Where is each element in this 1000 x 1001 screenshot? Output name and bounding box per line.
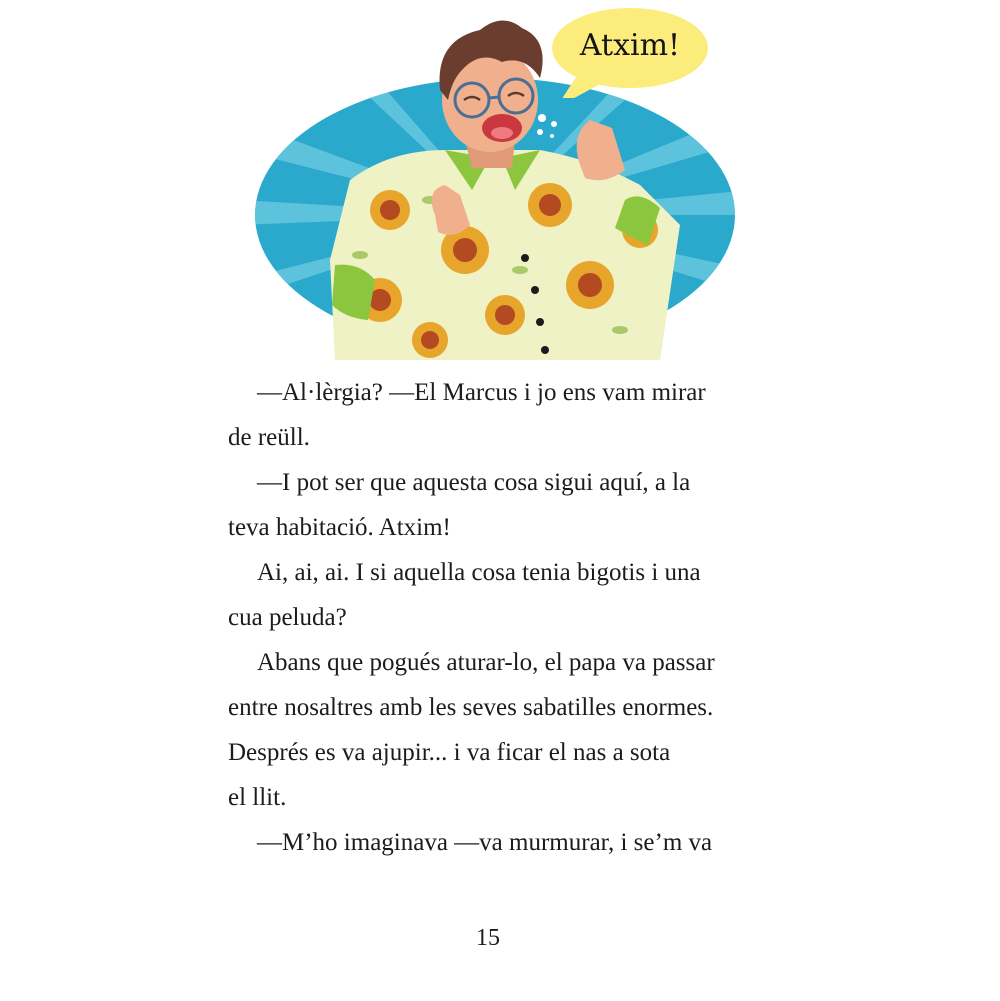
story-line: —I pot ser que aquesta cosa sigui aquí, a la — [257, 469, 691, 496]
story-line: de reüll. — [228, 424, 310, 451]
speech-bubble-text: Atxim! — [579, 28, 681, 63]
story-line: Ai, ai, ai. I si aquella cosa tenia bigotis i una — [257, 559, 701, 586]
story-line: teva habitació. Atxim! — [228, 514, 451, 541]
page-number: 15 — [476, 925, 500, 951]
story-line: cua peluda? — [228, 604, 347, 631]
story-line: Abans que pogués aturar-lo, el papa va passar — [257, 649, 715, 676]
story-line: —Al·lèrgia? —El Marcus i jo ens vam mirar — [257, 379, 706, 406]
story-line: el llit. — [228, 784, 287, 811]
story-line: —M’ho imaginava —va murmurar, i se’m va — [257, 829, 713, 856]
story-line: Després es va ajupir... i va ficar el nas a sota — [228, 739, 671, 766]
story-text — [228, 370, 788, 865]
story-line: entre nosaltres amb les seves sabatilles enormes. — [228, 694, 714, 721]
